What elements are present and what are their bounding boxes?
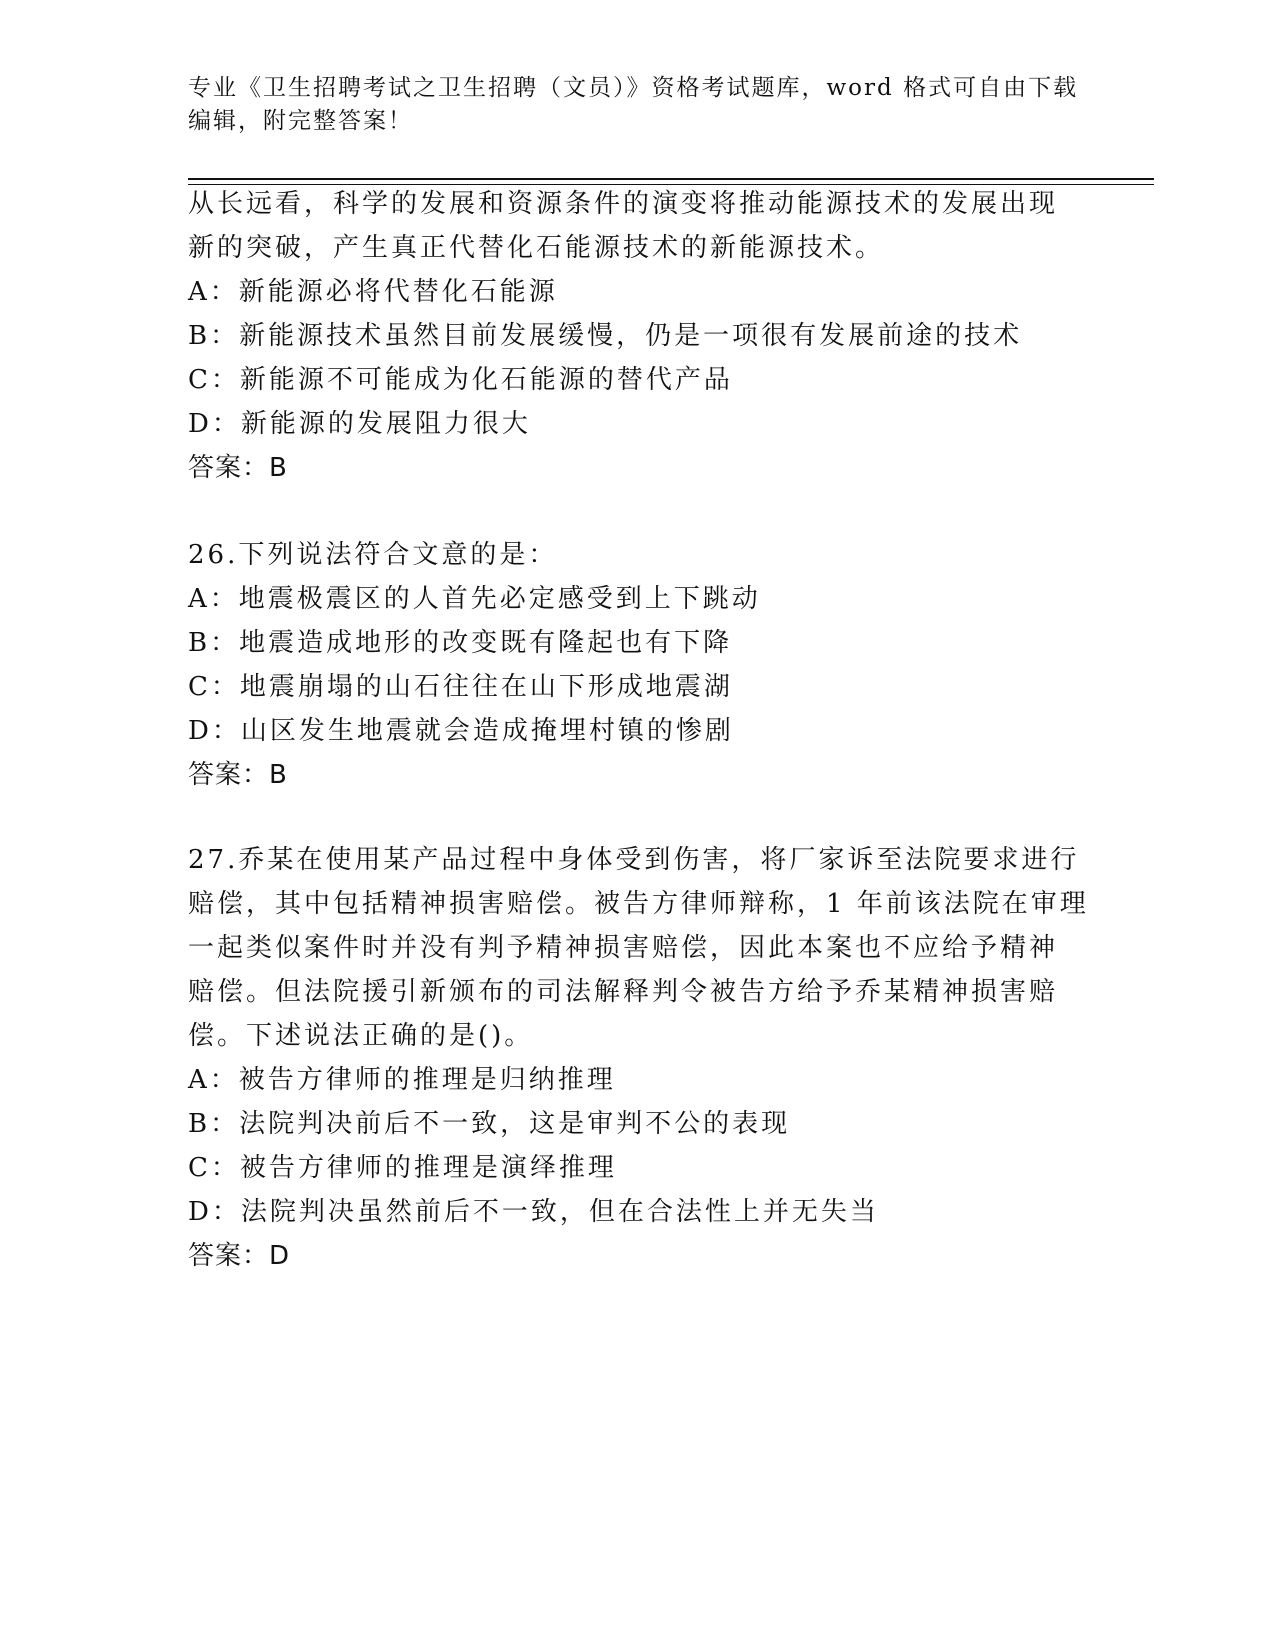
q27-option-a: A：被告方律师的推理是归纳推理	[188, 1065, 616, 1095]
q27-stem-line-1: 27.乔某在使用某产品过程中身体受到伤害，将厂家诉至法院要求进行	[188, 845, 1080, 875]
q26-option-c: C：地震崩塌的山石往往在山下形成地震湖	[188, 672, 733, 702]
q27-stem-line-5: 偿。下述说法正确的是()。	[188, 1021, 534, 1051]
q25-answer: 答案：B	[188, 453, 288, 483]
q27-option-b: B：法院判决前后不一致，这是审判不公的表现	[188, 1109, 791, 1139]
document-header	[188, 72, 1088, 138]
header-line-2: 编辑，附完整答案！	[188, 108, 413, 134]
q26-option-b: B：地震造成地形的改变既有隆起也有下降	[188, 628, 733, 658]
q27-answer: 答案：D	[188, 1241, 291, 1271]
header-divider-top	[188, 178, 1154, 180]
q25-option-b: B：新能源技术虽然目前发展缓慢，仍是一项很有发展前途的技术	[188, 321, 1023, 351]
q27-stem-line-2: 赔偿，其中包括精神损害赔偿。被告方律师辩称，1 年前该法院在审理	[188, 889, 1089, 919]
q27-stem-line-3: 一起类似案件时并没有判予精神损害赔偿，因此本案也不应给予精神	[188, 933, 1059, 963]
q27-option-d: D：法院判决虽然前后不一致，但在合法性上并无失当	[188, 1197, 879, 1227]
q26-stem: 26.下列说法符合文意的是：	[188, 540, 558, 570]
q27-stem-line-4: 赔偿。但法院援引新颁布的司法解释判令被告方给予乔某精神损害赔	[188, 977, 1059, 1007]
q25-option-a: A：新能源必将代替化石能源	[188, 277, 558, 307]
q27-option-c: C：被告方律师的推理是演绎推理	[188, 1153, 617, 1183]
q26-option-d: D：山区发生地震就会造成掩埋村镇的惨剧	[188, 716, 734, 746]
q25-option-d: D：新能源的发展阻力很大	[188, 409, 531, 439]
q26-answer: 答案：B	[188, 760, 288, 790]
header-divider-bottom	[188, 184, 1154, 185]
header-line-1: 专业《卫生招聘考试之卫生招聘（文员）》资格考试题库，word 格式可自由下载	[188, 75, 1079, 101]
q25-stem-line-2: 新的突破，产生真正代替化石能源技术的新能源技术。	[188, 233, 885, 263]
q25-stem-line-1: 从长远看，科学的发展和资源条件的演变将推动能源技术的发展出现	[188, 189, 1059, 219]
q26-option-a: A：地震极震区的人首先必定感受到上下跳动	[188, 584, 761, 614]
q25-option-c: C：新能源不可能成为化石能源的替代产品	[188, 365, 733, 395]
